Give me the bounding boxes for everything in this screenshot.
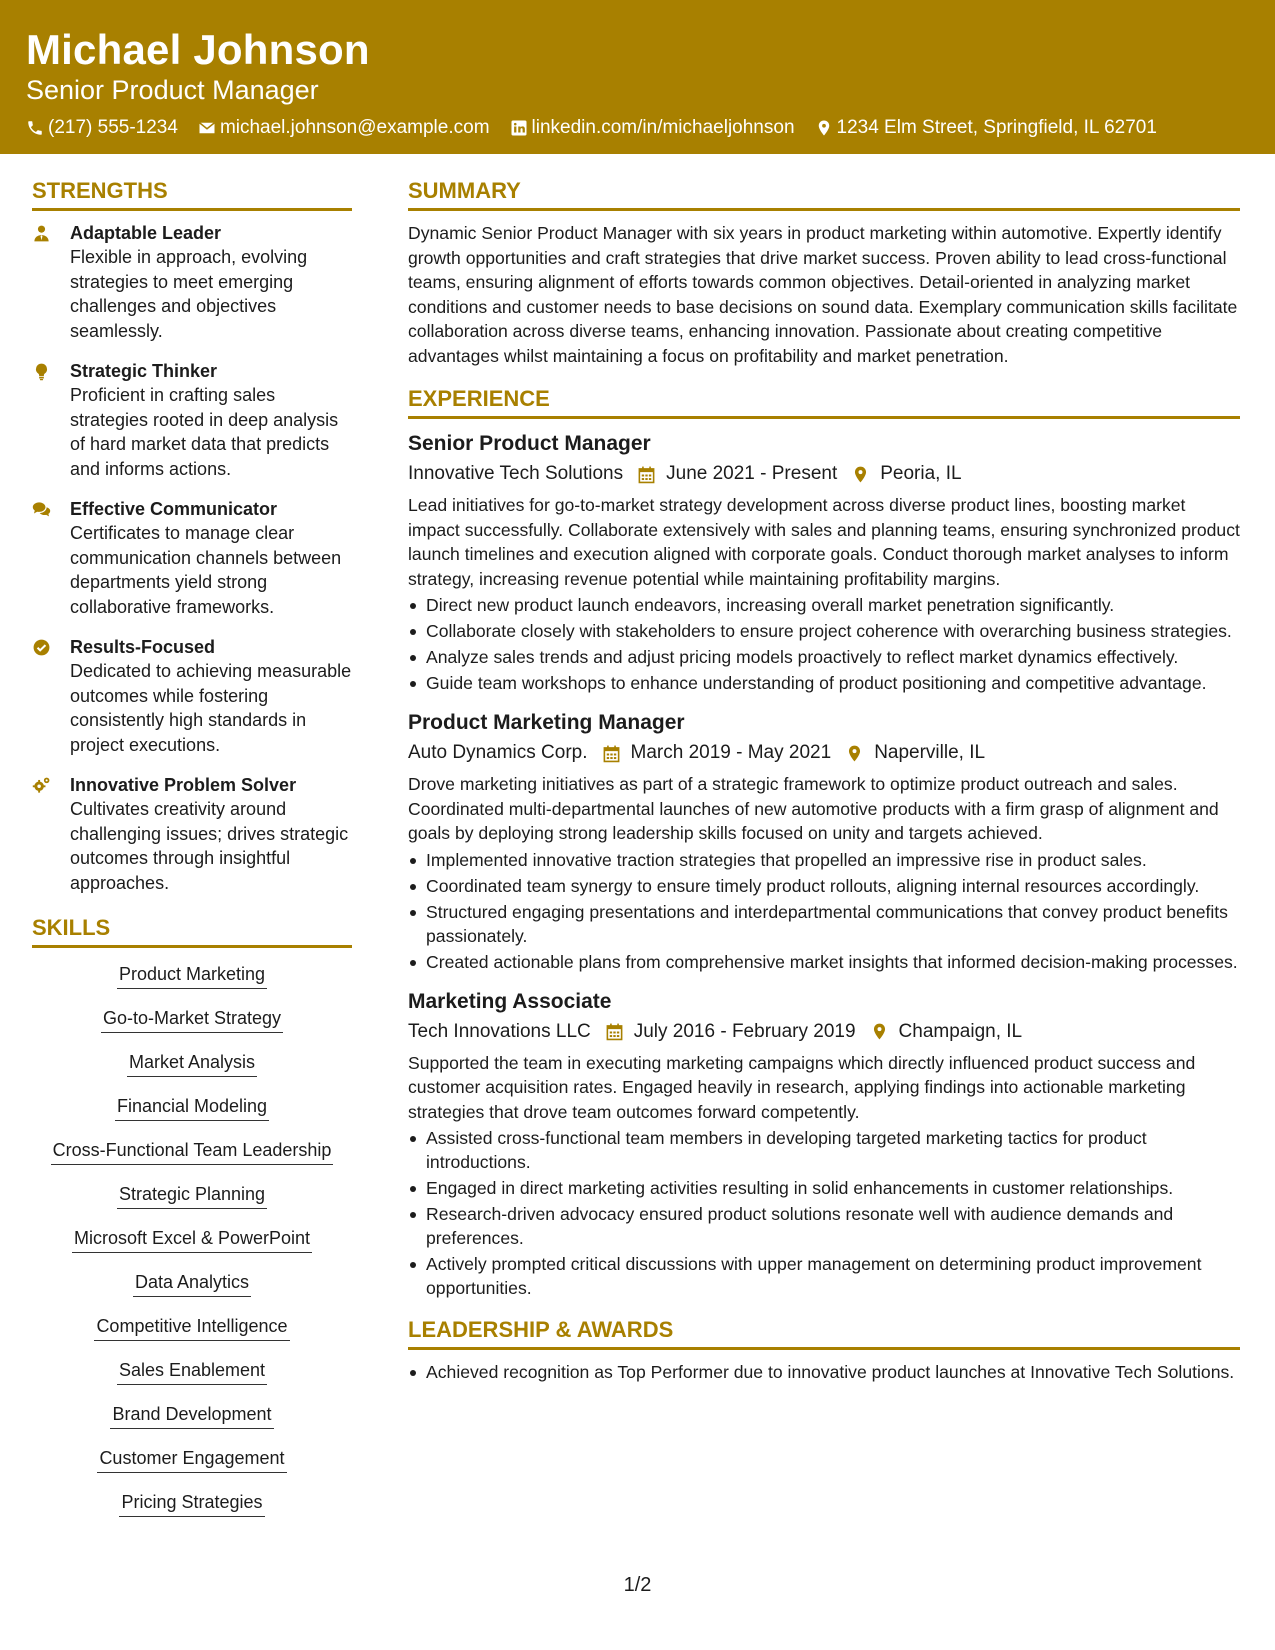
job-entry — [408, 987, 1240, 1301]
summary-heading: SUMMARY — [408, 174, 1240, 211]
bullet-item: Engaged in direct marketing activities resulting in solid enhancements in customer relationships. — [408, 1176, 1240, 1200]
job-company: Innovative Tech Solutions — [408, 463, 624, 484]
resume-header — [0, 0, 1275, 154]
skills-heading: SKILLS — [32, 911, 352, 948]
skill-item: Product Marketing — [117, 962, 267, 989]
skill-item: Financial Modeling — [115, 1094, 269, 1121]
calendar-icon — [605, 1022, 624, 1041]
job-bullets — [408, 848, 1240, 974]
calendar-icon — [602, 744, 621, 763]
strengths-heading: STRENGTHS — [32, 174, 352, 211]
phone-icon — [26, 119, 44, 137]
bullet-item: Collaborate closely with stakeholders to ensure project coherence with overarching business strategies. — [408, 619, 1240, 643]
contact-address — [815, 115, 1157, 141]
job-role: Product Marketing Manager — [408, 711, 685, 734]
bullet-item: Created actionable plans from comprehensive market insights that informed decision-making processes. — [408, 950, 1240, 974]
left-column — [32, 174, 352, 1534]
candidate-name: Michael Johnson — [26, 26, 370, 73]
summary-text: Dynamic Senior Product Manager with six years in product marketing within automotive. Expertly identify growth opportunities and craft strategies that drive market success. Proven ability to lead cross-functional teams, ensuring alignment of efforts towards common objectives. Detail-oriented in analyzing market conditions and customer needs to base decisions on sound data. Exemplary communication skills facilitate collaboration across diverse teams, enhancing innovation. Passionate about creating competitive advantages whilst maintaining a focus on profitability and market penetration. — [408, 223, 1238, 366]
strength-item — [32, 359, 352, 481]
awards-list — [408, 1360, 1240, 1384]
skill-item: Market Analysis — [127, 1050, 257, 1077]
bullet-item: Implemented innovative traction strategies that propelled an impressive rise in product sales. — [408, 848, 1240, 872]
job-meta — [408, 738, 1240, 768]
strength-desc: Cultivates creativity around challenging issues; drives strategic outcomes through insightful approaches. — [70, 799, 349, 893]
strength-title: Results-Focused — [70, 637, 216, 657]
job-company: Tech Innovations LLC — [408, 1020, 591, 1042]
strength-title: Strategic Thinker — [70, 361, 218, 381]
contact-email[interactable] — [198, 115, 490, 141]
job-entry — [408, 429, 1240, 695]
address-text: 1234 Elm Street, Springfield, IL 62701 — [836, 117, 1157, 138]
strength-desc: Dedicated to achieving measurable outcomes while fostering consistently high standards in project executions. — [70, 661, 352, 755]
phone-text: (217) 555-1234 — [48, 117, 178, 138]
bullet-item: Coordinated team synergy to ensure timely product rollouts, aligning internal resources accordingly. — [408, 874, 1240, 898]
bullet-item: Direct new product launch endeavors, increasing overall market penetration significantly. — [408, 593, 1240, 617]
job-entry — [408, 708, 1240, 974]
contact-linkedin[interactable] — [510, 115, 795, 141]
job-bullets — [408, 593, 1240, 695]
skill-item: Cross-Functional Team Leadership — [51, 1138, 334, 1165]
job-dates: July 2016 - February 2019 — [633, 1020, 856, 1042]
job-role: Marketing Associate — [408, 989, 612, 1013]
bullet-item: Guide team workshops to enhance understanding of product positioning and competitive advantage. — [408, 671, 1240, 695]
skill-item: Go-to-Market Strategy — [101, 1006, 283, 1033]
contact-phone[interactable] — [26, 115, 178, 141]
strength-item — [32, 497, 352, 619]
award-item: Achieved recognition as Top Performer due to innovative product launches at Innovative Tech Solutions. — [408, 1360, 1240, 1384]
job-description: Lead initiatives for go-to-market strategy development across diverse product lines, boosting market impact successfully. Collaborate extensively with sales and planning teams, ensuring synchronized product launch timelines and execution aligned with corporate goals. Conduct thorough market analyses to inform strategy, increasing revenue potential while maintaining profitability margins. — [408, 495, 1240, 589]
linkedin-text: linkedin.com/in/michaeljohnson — [531, 117, 795, 138]
job-description: Drove marketing initiatives as part of a strategic framework to optimize product outreach and sales. Coordinated multi-departmental launches of new automotive products with a firm grasp of alignment and goals by deploying strong leadership skills focused on unity and targets achieved. — [408, 774, 1219, 843]
strength-item — [32, 635, 352, 757]
bullet-item: Assisted cross-functional team members in developing targeted marketing tactics for product introductions. — [408, 1126, 1240, 1174]
comments-icon — [32, 500, 51, 519]
skill-item: Microsoft Excel & PowerPoint — [72, 1226, 312, 1253]
strength-title: Adaptable Leader — [70, 223, 222, 243]
job-location: Peoria, IL — [880, 463, 962, 484]
contact-row — [26, 115, 1177, 141]
map-marker-icon — [851, 465, 870, 484]
map-marker-icon — [870, 1022, 889, 1041]
job-meta — [408, 1017, 1240, 1047]
job-location: Naperville, IL — [874, 742, 986, 763]
strength-item — [32, 221, 352, 343]
calendar-icon — [637, 465, 656, 484]
bullet-item: Actively prompted critical discussions with upper management on determining product improvement opportunities. — [408, 1252, 1240, 1300]
job-meta — [408, 459, 1240, 489]
bullet-item: Research-driven advocacy ensured product solutions resonate well with audience demands and preferences. — [408, 1202, 1240, 1250]
user-tie-icon — [32, 224, 51, 243]
job-dates: June 2021 - Present — [666, 463, 838, 484]
envelope-icon — [198, 119, 216, 137]
job-description: Supported the team in executing marketing campaigns which directly influenced product success and customer acquisition rates. Engaged heavily in research, applying findings into actionable marketing strategies that drove team outcomes forward competently. — [408, 1052, 1196, 1122]
skill-item: Competitive Intelligence — [94, 1314, 289, 1341]
skill-item: Strategic Planning — [117, 1182, 267, 1209]
check-circle-icon — [32, 638, 51, 657]
map-marker-icon — [815, 119, 833, 137]
strength-desc: Proficient in crafting sales strategies rooted in deep analysis of hard market data that predicts and informs actions. — [70, 385, 339, 479]
lightbulb-icon — [32, 362, 51, 381]
job-company: Auto Dynamics Corp. — [408, 742, 588, 763]
strength-title: Innovative Problem Solver — [70, 775, 297, 795]
skill-item: Customer Engagement — [97, 1446, 286, 1473]
strength-desc: Flexible in approach, evolving strategies to meet emerging challenges and objectives seamlessly. — [70, 247, 308, 341]
email-text: michael.johnson@example.com — [219, 117, 490, 138]
experience-heading: EXPERIENCE — [408, 382, 1240, 419]
map-marker-icon — [845, 744, 864, 763]
strength-title: Effective Communicator — [70, 499, 278, 519]
awards-heading: LEADERSHIP & AWARDS — [408, 1313, 1240, 1350]
strength-item — [32, 773, 352, 895]
right-column — [408, 174, 1240, 1386]
job-dates: March 2019 - May 2021 — [630, 742, 832, 763]
strength-desc: Certificates to manage clear communication channels between departments yield strong collaborative frameworks. — [70, 523, 342, 617]
cogs-icon — [32, 776, 51, 795]
bullet-item: Structured engaging presentations and interdepartmental communications that convey product benefits passionately. — [408, 900, 1240, 948]
job-role: Senior Product Manager — [408, 432, 651, 455]
bullet-item: Analyze sales trends and adjust pricing models proactively to reflect market dynamics effectively. — [408, 645, 1240, 669]
job-location: Champaign, IL — [898, 1020, 1023, 1042]
page-number: 1/2 — [623, 1574, 652, 1596]
candidate-title: Senior Product Manager — [26, 75, 319, 105]
skill-item: Sales Enablement — [117, 1358, 267, 1385]
skill-item: Brand Development — [110, 1402, 273, 1429]
job-bullets — [408, 1126, 1240, 1300]
linkedin-icon — [510, 119, 528, 137]
skill-item: Data Analytics — [133, 1270, 251, 1297]
skills-list — [32, 958, 352, 1534]
skill-item: Pricing Strategies — [119, 1490, 264, 1517]
